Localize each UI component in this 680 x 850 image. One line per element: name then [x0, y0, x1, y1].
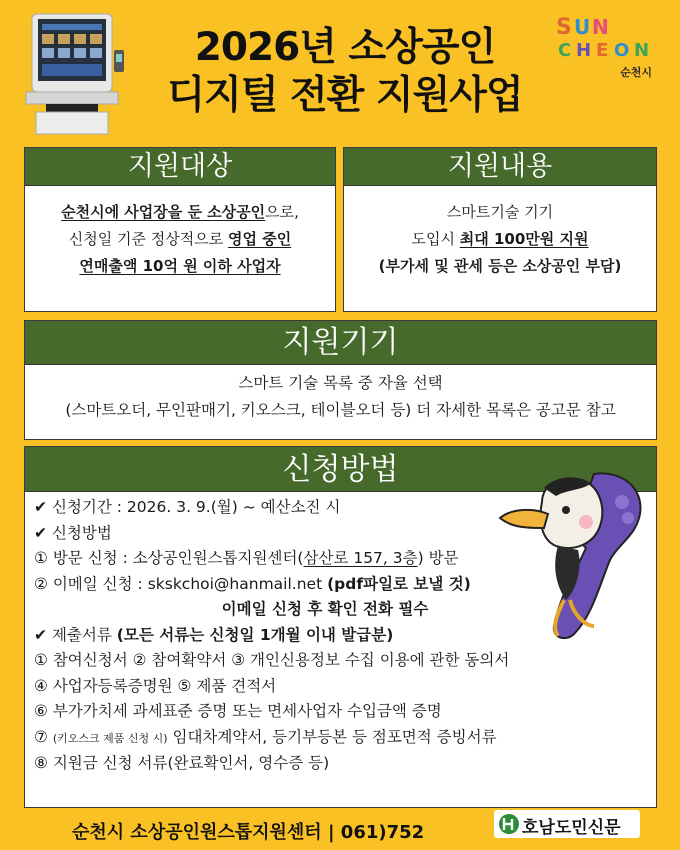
document-item: ⑧ 지원금 신청 서류(완료확인서, 영수증 등) — [34, 754, 330, 772]
check-icon: ✔ — [34, 498, 47, 516]
target-line-2-strong: 영업 중인 — [228, 230, 292, 248]
check-icon: ✔ — [34, 625, 47, 644]
support-content-heading: 지원내용 — [344, 148, 656, 186]
content-line-2-strong: 최대 100만원 지원 — [459, 230, 589, 248]
press-name: 호남도민신문 — [522, 818, 621, 838]
support-target-card — [24, 147, 336, 312]
svg-text:N: N — [592, 15, 609, 39]
check-icon: ✔ — [34, 523, 47, 542]
target-line-3: 연매출액 10억 원 이하 사업자 — [79, 257, 281, 275]
email-pdf-note: (pdf파일로 보낼 것) — [327, 574, 471, 593]
page-title — [130, 24, 560, 120]
suncheon-logo — [552, 12, 664, 78]
svg-text:O: O — [614, 40, 630, 60]
press-watermark — [494, 810, 640, 838]
kiosk-illustration — [18, 10, 130, 138]
application-method-heading: 신청방법 — [25, 447, 656, 492]
email-confirm-note: 이메일 신청 후 확인 전화 필수 — [221, 600, 429, 618]
svg-text:U: U — [574, 15, 591, 39]
document-item: ① 참여신청서 ② 참여확약서 ③ 개인신용정보 수집 이용에 관한 동의서 — [34, 651, 510, 669]
svg-text:S: S — [556, 15, 572, 40]
visit-application-c: ) 방문 — [417, 549, 459, 567]
device-line-2: (스마트오더, 무인판매기, 키오스크, 테이블오더 등) 더 자세한 목록은 공고문 참고 — [65, 401, 616, 419]
target-line-2-a: 신청일 기준 정상적으로 — [68, 230, 229, 248]
press-logo-icon — [498, 813, 520, 835]
support-target-heading: 지원대상 — [25, 148, 335, 186]
svg-text:E: E — [596, 40, 609, 60]
title-line-1: 2026년 소상공인 — [194, 25, 496, 70]
email-application: ② 이메일 신청 : skskchoi@hanmail.net — [34, 574, 328, 593]
svg-text:H: H — [576, 40, 592, 60]
target-line-1-rest: 으로, — [265, 203, 299, 221]
duck-mascot-illustration — [482, 466, 652, 644]
svg-text:C: C — [558, 40, 572, 60]
document-item-condition: (키오스크 제품 신청 시) — [52, 731, 168, 745]
target-line-1-strong: 순천시에 사업장을 둔 소상공인 — [61, 203, 266, 221]
application-period: 신청기간 : 2026. 3. 9.(월) ~ 예산소진 시 — [51, 498, 341, 516]
document-item: 임대차계약서, 등기부등본 등 점포면적 증빙서류 — [167, 727, 497, 746]
content-line-3: (부가세 및 관세 등은 소상공인 부담) — [378, 257, 622, 275]
application-method-label: 신청방법 — [51, 523, 112, 542]
title-line-2: 디지털 전환 지원사업 — [167, 73, 523, 118]
documents-label: 제출서류 — [51, 625, 117, 644]
support-content-card — [343, 147, 657, 312]
support-device-heading: 지원기기 — [25, 321, 656, 365]
suncheon-wordmark-icon — [552, 12, 664, 60]
svg-text:N: N — [634, 40, 650, 60]
document-item: ⑥ 부가가치세 과세표준 증명 또는 면세사업자 수입금액 증명 — [34, 702, 442, 720]
content-line-1: 스마트기술 기기 — [446, 203, 554, 221]
documents-note: (모든 서류는 신청일 1개월 이내 발급분) — [116, 625, 394, 644]
visit-application-a: ① 방문 신청 : 소상공인원스톱지원센터( — [34, 549, 304, 567]
footer-contact: 순천시 소상공인원스톱지원센터 | 061)752 — [72, 822, 425, 843]
visit-address: 삼산로 157, 3층 — [303, 549, 418, 567]
document-item-number: ⑦ — [34, 727, 53, 746]
device-line-1: 스마트 기술 목록 중 자율 선택 — [238, 374, 443, 392]
document-item: ④ 사업자등록증명원 ⑤ 제품 견적서 — [34, 676, 277, 695]
logo-subtitle: 순천시 — [620, 66, 652, 79]
content-line-2-a: 도입시 — [411, 230, 460, 248]
support-device-card — [24, 320, 657, 440]
